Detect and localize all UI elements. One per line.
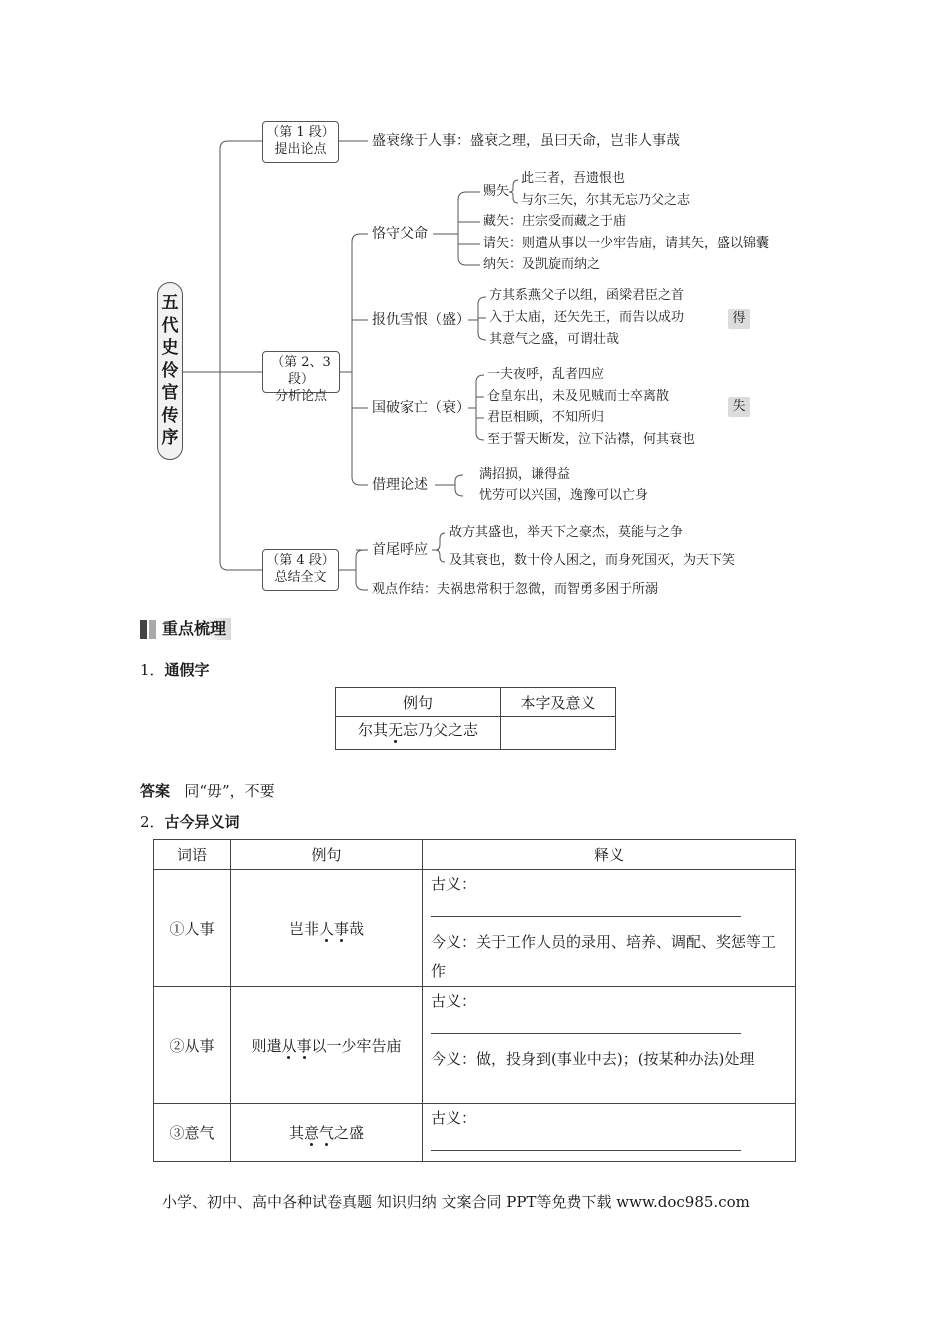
reason-item: 满招损，谦得益 (479, 467, 571, 482)
ancient-meaning-label: 古义： (431, 1109, 477, 1127)
example-sentence: 尔其无忘乃父之志 (336, 717, 501, 750)
ci-shi-label: 赐矢 (483, 184, 510, 199)
loss-tag: 失 (728, 397, 750, 417)
section-box-1: （第 1 段） 提出论点 (262, 121, 339, 163)
revenge-label: 报仇雪恨（盛） (372, 312, 470, 328)
ruin-item: 至于誓天断发，泣下沾襟，何其衰也 (487, 432, 696, 447)
answer-blank[interactable] (431, 1033, 741, 1034)
reason-item: 忧劳可以兴国，逸豫可以亡身 (479, 488, 649, 503)
heading-marker (149, 620, 156, 639)
example-sentence: 则遣从事以一少牢告庙 (231, 987, 423, 1104)
ruin-label: 国破家亡（衰） (372, 400, 470, 416)
echo-label: 首尾呼应 (372, 542, 428, 558)
ruin-item: 一夫夜呼，乱者四应 (487, 367, 605, 382)
section-heading (140, 617, 231, 641)
revenge-item: 入于太庙，还矢先王，而告以成功 (489, 310, 685, 325)
table-header: 词语 (154, 840, 231, 870)
meaning-cell (423, 1104, 796, 1162)
keep-order-item: 纳矢：及凯旋而纳之 (483, 257, 601, 272)
table-row (154, 1104, 796, 1162)
table-header: 例句 (231, 840, 423, 870)
revenge-item: 方其系燕父子以组，函梁君臣之首 (489, 288, 685, 303)
answer-blank[interactable] (431, 1150, 741, 1151)
meaning-cell (423, 870, 796, 987)
page-footer: 小学、初中、高中各种试卷真题 知识归纳 文案合同 PPT等免费下载 www.doc985.com (162, 1193, 750, 1211)
ci-shi-item: 此三者，吾遗恨也 (521, 171, 626, 186)
mindmap-title: 五 代 史 伶 官 传 序 (157, 282, 183, 460)
modern-meaning: 今义：做，投身到(事业中去)；(按某种办法)处理 (431, 1050, 755, 1068)
word-cell: ②从事 (154, 987, 231, 1104)
keep-order-item: 请矢：则遣从事以一少牢告庙，请其矢，盛以锦囊 (483, 236, 770, 251)
section-1-text: 盛衰缘于人事：盛衰之理，虽曰天命，岂非人事哉 (372, 133, 680, 149)
ruin-item: 仓皇东出，未及见贼而士卒离散 (487, 389, 670, 404)
q2-heading: 2．古今异义词 (140, 813, 240, 831)
table-header: 本字及意义 (501, 688, 616, 717)
echo-item: 及其衰也，数十伶人困之，而身死国灭，为天下笑 (449, 553, 736, 568)
heading-marker (140, 620, 147, 639)
ci-shi-item: 与尔三矢，尔其无忘乃父之志 (521, 193, 691, 208)
ancient-meaning-label: 古义： (431, 875, 477, 893)
q1-answer: 答案 同“毋”，不要 (140, 782, 275, 800)
q1-table (335, 687, 616, 750)
section-box-3: （第 4 段） 总结全文 (262, 549, 339, 591)
example-sentence: 其意气之盛 (231, 1104, 423, 1162)
section-box-2: （第 2、3 段） 分析论点 (262, 351, 340, 393)
meaning-cell (423, 987, 796, 1104)
ancient-meaning-label: 古义： (431, 992, 477, 1010)
word-cell: ③意气 (154, 1104, 231, 1162)
answer-blank[interactable] (431, 916, 741, 917)
gain-tag: 得 (728, 309, 750, 329)
conclusion-text: 观点作结：夫祸患常积于忽微，而智勇多困于所溺 (372, 582, 659, 597)
table-row (154, 987, 796, 1104)
table-header: 释义 (423, 840, 796, 870)
table-header: 例句 (336, 688, 501, 717)
q1-heading: 1．通假字 (140, 661, 210, 679)
example-sentence: 岂非人事哉 (231, 870, 423, 987)
answer-cell[interactable] (501, 717, 616, 750)
keep-order-item: 藏矢：庄宗受而藏之于庙 (483, 214, 627, 229)
reason-label: 借理论述 (372, 477, 428, 493)
modern-meaning: 今义：关于工作人员的录用、培养、调配、奖惩等工作 (431, 933, 777, 980)
echo-item: 故方其盛也，举天下之豪杰，莫能与之争 (449, 525, 684, 540)
ruin-item: 君臣相顾，不知所归 (487, 410, 605, 425)
word-cell: ①人事 (154, 870, 231, 987)
table-row (154, 870, 796, 987)
section-title: 重点梳理 (159, 618, 231, 640)
keep-order-label: 恪守父命 (372, 226, 428, 242)
q2-table (153, 839, 796, 1162)
revenge-item: 其意气之盛，可谓壮哉 (489, 332, 620, 347)
